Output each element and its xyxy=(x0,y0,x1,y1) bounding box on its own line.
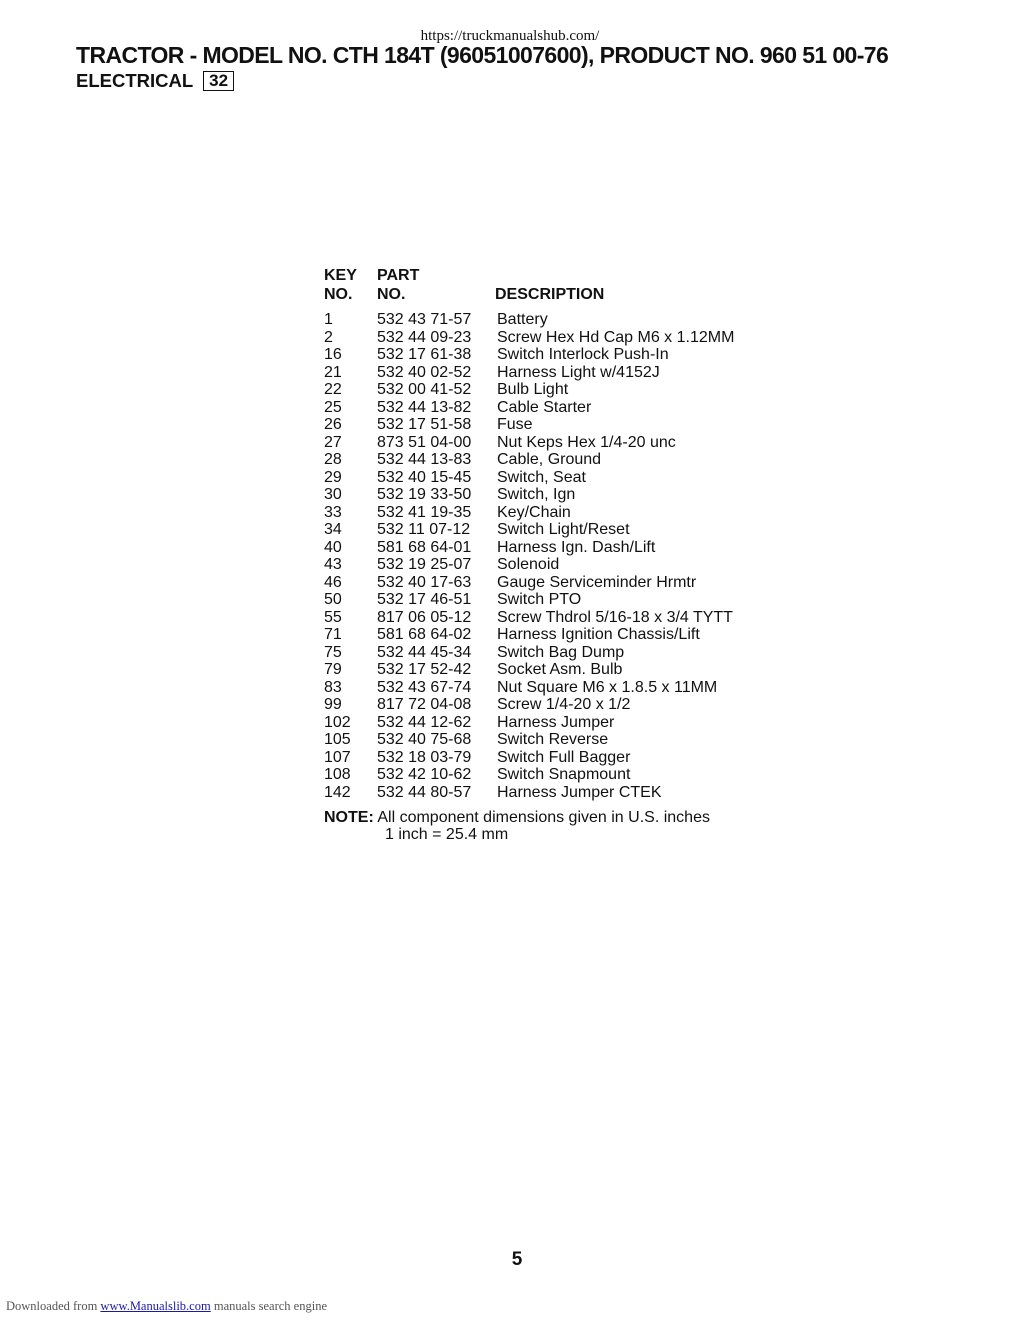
key-number: 34 xyxy=(324,521,342,538)
part-description: Cable Starter xyxy=(497,398,592,416)
key-number: 107 xyxy=(324,748,351,766)
part-description: Solenoid xyxy=(497,556,560,573)
part-number: 532 44 13-82 xyxy=(377,398,472,416)
key-number: 26 xyxy=(324,416,342,433)
part-number: 532 19 33-50 xyxy=(377,486,472,503)
key-number: 2 xyxy=(324,328,333,346)
part-number: 532 41 19-35 xyxy=(377,503,472,521)
key-number: 83 xyxy=(324,678,342,696)
part-number: 532 44 45-34 xyxy=(377,643,472,661)
part-number: 581 68 64-02 xyxy=(377,626,472,643)
key-number: 1 xyxy=(324,311,333,328)
part-description: Harness Ignition Chassis/Lift xyxy=(497,626,700,643)
part-number: 532 40 17-63 xyxy=(377,573,472,591)
part-description: Switch Snapmount xyxy=(497,766,631,783)
part-number: 532 19 25-07 xyxy=(377,556,472,573)
part-description: Switch PTO xyxy=(497,591,582,608)
note-label: NOTE: xyxy=(324,809,374,826)
part-number: 532 17 46-51 xyxy=(377,591,472,608)
part-description: Switch Interlock Push-In xyxy=(497,346,669,363)
part-description: Fuse xyxy=(497,416,533,433)
part-number: 532 42 10-62 xyxy=(377,766,472,783)
part-description: Key/Chain xyxy=(497,503,571,521)
footer-prefix: Downloaded from xyxy=(6,1299,98,1313)
part-number: 532 40 15-45 xyxy=(377,468,472,486)
key-number: 28 xyxy=(324,451,342,468)
part-number: 817 06 05-12 xyxy=(377,608,472,626)
part-description: Switch Reverse xyxy=(497,731,609,748)
key-number: 27 xyxy=(324,433,342,451)
part-number: 873 51 04-00 xyxy=(377,433,472,451)
part-number: 532 43 67-74 xyxy=(377,678,472,696)
key-number: 79 xyxy=(324,661,342,678)
footer xyxy=(6,1299,327,1314)
part-number: 532 44 09-23 xyxy=(377,328,472,346)
part-description: Battery xyxy=(497,311,548,328)
note xyxy=(324,809,710,843)
key-number: 142 xyxy=(324,783,351,801)
key-number: 108 xyxy=(324,766,351,783)
part-description: Harness Jumper xyxy=(497,713,615,731)
part-description: Switch Bag Dump xyxy=(497,643,625,661)
part-description: Bulb Light xyxy=(497,381,569,398)
key-number: 50 xyxy=(324,591,342,608)
part-description: Switch Light/Reset xyxy=(497,521,630,538)
key-number: 55 xyxy=(324,608,342,626)
note-line1: All component dimensions given in U.S. inches xyxy=(377,809,710,826)
part-description: Switch Full Bagger xyxy=(497,748,631,766)
part-description: Switch, Ign xyxy=(497,486,576,503)
part-number: 532 40 02-52 xyxy=(377,363,472,381)
part-description: Gauge Serviceminder Hrmtr xyxy=(497,573,697,591)
part-description: Harness Jumper CTEK xyxy=(497,783,662,801)
key-number: 75 xyxy=(324,643,342,661)
key-number: 71 xyxy=(324,626,342,643)
part-number: 817 72 04-08 xyxy=(377,696,472,713)
part-description: Nut Keps Hex 1/4-20 unc xyxy=(497,433,676,451)
key-number: 29 xyxy=(324,468,342,486)
section-heading xyxy=(76,70,234,92)
part-number: 532 44 12-62 xyxy=(377,713,472,731)
key-number: 25 xyxy=(324,398,342,416)
part-number: 532 17 52-42 xyxy=(377,661,472,678)
key-number: 46 xyxy=(324,573,342,591)
key-number: 105 xyxy=(324,731,351,748)
part-description: Harness Light w/4152J xyxy=(497,363,660,381)
part-description: Harness Ign. Dash/Lift xyxy=(497,538,656,556)
header-key-line2: NO. xyxy=(324,286,353,303)
header-key-line1: KEY xyxy=(324,267,357,284)
part-number: 581 68 64-01 xyxy=(377,538,472,556)
part-number: 532 40 75-68 xyxy=(377,731,472,748)
header-part-line1: PART xyxy=(377,267,420,284)
part-description: Switch, Seat xyxy=(497,468,586,486)
header-description: DESCRIPTION xyxy=(495,286,605,303)
part-number: 532 18 03-79 xyxy=(377,748,472,766)
note-line2: 1 inch = 25.4 mm xyxy=(385,826,509,843)
section-number-box: 32 xyxy=(203,71,234,91)
header-part-line2: NO. xyxy=(377,286,406,303)
key-number: 16 xyxy=(324,346,342,363)
page-number: 5 xyxy=(511,1249,523,1270)
part-number: 532 00 41-52 xyxy=(377,381,472,398)
section-label: ELECTRICAL xyxy=(76,70,194,91)
key-number: 33 xyxy=(324,503,342,521)
key-number: 43 xyxy=(324,556,342,573)
part-number: 532 44 13-83 xyxy=(377,451,472,468)
footer-suffix: manuals search engine xyxy=(213,1299,327,1313)
part-description: Screw Thdrol 5/16-18 x 3/4 TYTT xyxy=(497,608,733,626)
part-number: 532 11 07-12 xyxy=(377,521,471,538)
part-description: Nut Square M6 x 1.8.5 x 11MM xyxy=(497,678,718,696)
part-description: Socket Asm. Bulb xyxy=(497,661,623,678)
part-description: Screw 1/4-20 x 1/2 xyxy=(497,696,631,713)
key-number: 21 xyxy=(324,363,342,381)
source-url: https://truckmanualshub.com/ xyxy=(420,28,600,44)
key-number: 102 xyxy=(324,713,351,731)
key-number: 22 xyxy=(324,381,342,398)
key-number: 40 xyxy=(324,538,342,556)
part-number: 532 44 80-57 xyxy=(377,783,472,801)
part-number: 532 43 71-57 xyxy=(377,311,472,328)
page-title: TRACTOR - MODEL NO. CTH 184T (96051007600), PRODUCT NO. 960 51 00-76 xyxy=(76,42,889,68)
part-number: 532 17 51-58 xyxy=(377,416,472,433)
manualslib-link[interactable]: www.Manualslib.com xyxy=(100,1299,211,1313)
key-number: 99 xyxy=(324,696,342,713)
part-description: Screw Hex Hd Cap M6 x 1.12MM xyxy=(497,328,735,346)
part-number: 532 17 61-38 xyxy=(377,346,472,363)
part-description: Cable, Ground xyxy=(497,451,602,468)
key-number: 30 xyxy=(324,486,342,503)
